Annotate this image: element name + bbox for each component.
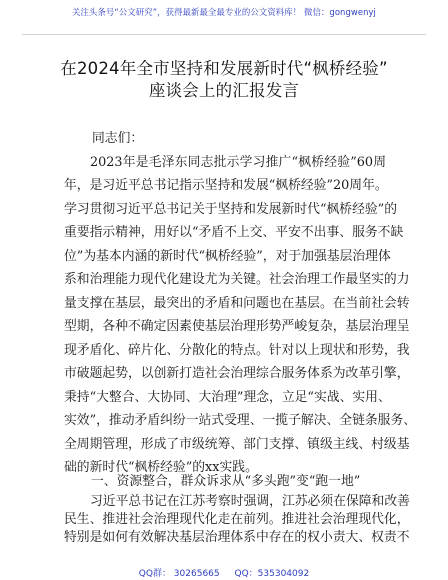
- paragraph-2-line: 位”为基本内涵的新时代“枫桥经验”，对于加强基层治理体: [64, 249, 391, 264]
- paragraph-2-line: 系和治理能力现代化建设尤为关键。社会治理工作最坚实的力: [64, 272, 410, 287]
- document-title-line-2: 座谈会上的汇报发言: [148, 81, 300, 100]
- paragraph-3-line: 民生、推进社会治理现代化走在前列。推进社会治理现代化，: [64, 512, 410, 527]
- paragraph-3-line: 习近平总书记在江苏考察时强调，江苏必须在保障和改善: [90, 494, 410, 509]
- paragraph-2-line: 全周期管理，形成了市级统筹、部门支撑、镇级主线、村级基: [64, 437, 410, 452]
- header-banner: 关注头条号“公文研究”，获得最新最全最专业的公文资料库！ 微信：gongwenyj: [72, 7, 376, 17]
- paragraph-2-line: 秉持“大整合、大协同、大治理”理念，立足“实战、实用、: [64, 390, 391, 405]
- paragraph-1-line: 2023年是毛泽东同志批示学习推广“枫桥经验”60周: [90, 155, 386, 170]
- paragraph-2-line: 实效”，推动矛盾纠纷一站式受理、一揽子解决、全链条服务、: [64, 413, 417, 428]
- paragraph-3-line: 特别是如何有效解决基层治理体系中存在的权小责大、权责不: [64, 530, 410, 545]
- paragraph-2-line: 市破题起势，以创新打造社会治理综合服务体系为改革引擎，: [64, 366, 410, 381]
- section-1-heading: 一、资源整合，群众诉求从“多头跑”变“跑一地”: [91, 474, 361, 489]
- paragraph-2-line: 现矛盾化、碎片化、分散化的特点。针对以上现状和形势，我: [64, 343, 410, 358]
- document-title-line-1: 在2024年全市坚持和发展新时代“枫桥经验”: [60, 59, 388, 78]
- footer-qq-group: QQ群： 30265665: [138, 569, 220, 579]
- paragraph-2-line: 重要指示精神，用好以“矛盾不上交、平安不出事、服务不缺: [64, 225, 404, 240]
- paragraph-2-line: 础的新时代“枫桥经验”的xx实践。: [64, 460, 258, 475]
- paragraph-2-line: 型期，各种不确定因素使基层治理形势严峻复杂，基层治理呈: [64, 319, 410, 334]
- salutation: 同志们：: [92, 131, 144, 146]
- paragraph-2-line: 量支撑在基层，最突出的矛盾和问题也在基层。在当前社会转: [64, 296, 410, 311]
- footer-contact: [0, 566, 448, 579]
- header-divider: [22, 34, 426, 35]
- paragraph-2-line: 学习贯彻习近平总书记关于坚持和发展新时代“枫桥经验”的: [64, 202, 398, 217]
- paragraph-1-line: 年，是习近平总书记指示坚持和发展“枫桥经验”20周年。: [64, 178, 388, 193]
- footer-qq: QQ：535304092: [234, 569, 310, 579]
